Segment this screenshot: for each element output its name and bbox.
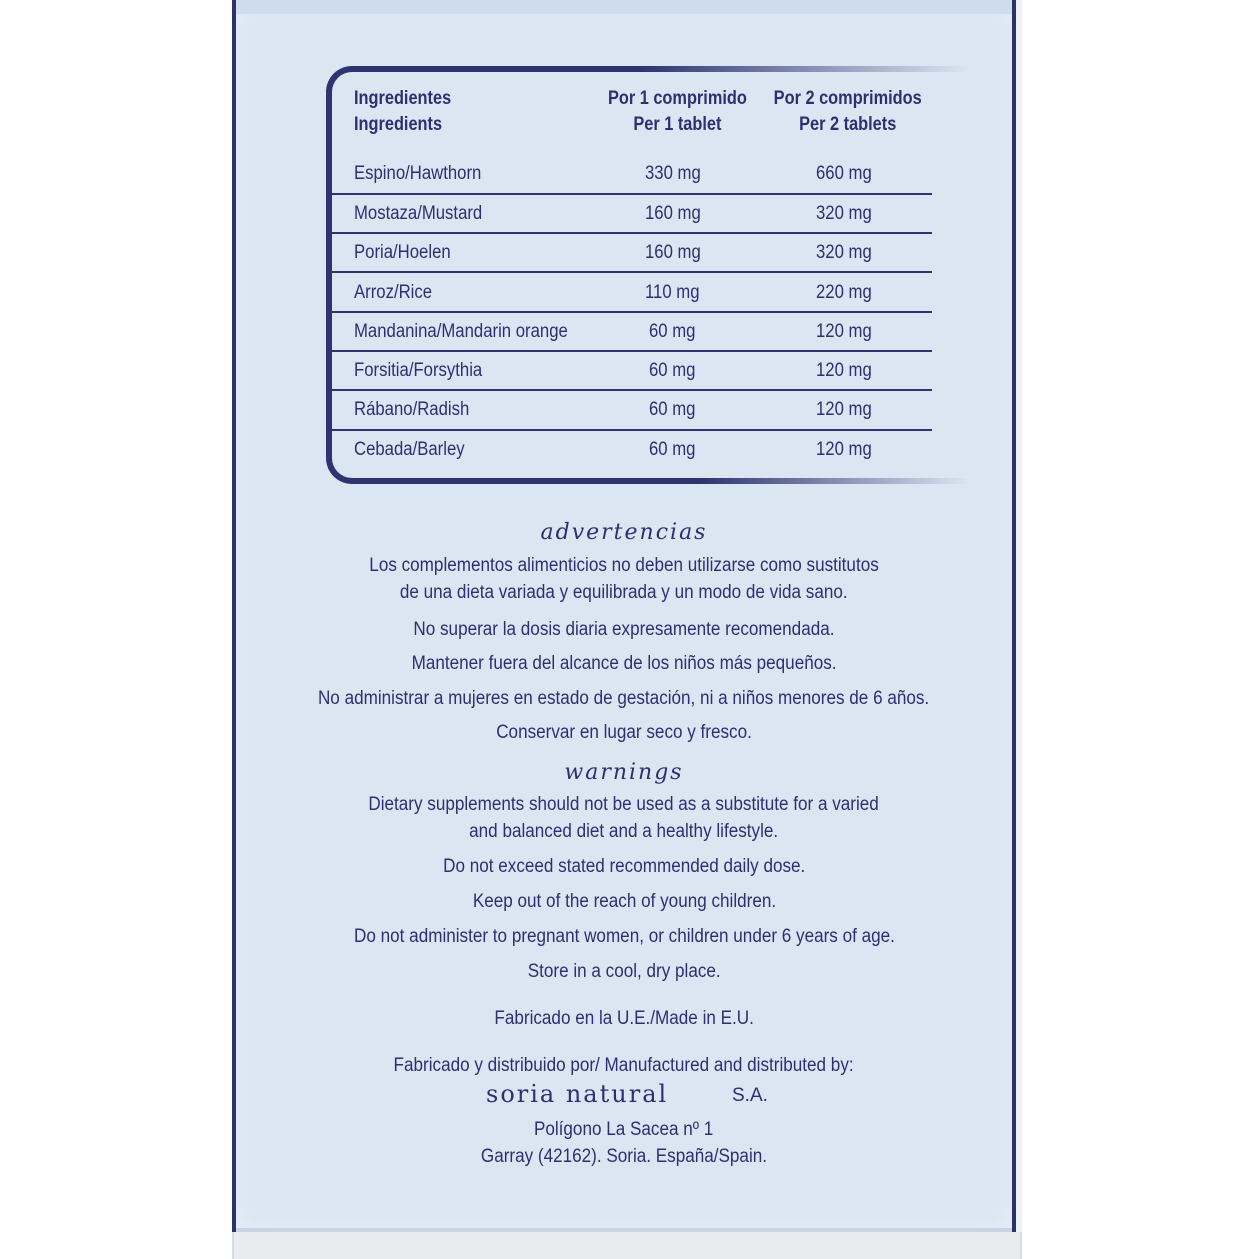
frame-top-fade [640, 66, 970, 72]
frame-bottom-fade [700, 478, 970, 484]
ingredient-name: Espino/Hawthorn [354, 163, 482, 184]
warnings-text: Keep out of the reach of young children. [472, 891, 776, 912]
amount-per-1: 330 mg [645, 163, 701, 184]
ingredient-name: Arroz/Rice [354, 282, 433, 303]
made-in [232, 1005, 1016, 1032]
warnings-line [232, 888, 1016, 915]
amount-per-2: 220 mg [816, 282, 872, 303]
advertencias-line [232, 616, 1016, 643]
ingredient-name: Mostaza/Mustard [354, 203, 483, 224]
amount-per-1: 60 mg [649, 399, 696, 420]
amount-per-1: 60 mg [649, 321, 696, 342]
amount-per-2: 120 mg [816, 360, 872, 381]
table-row [332, 431, 932, 470]
advertencias-text: No administrar a mujeres en estado de gestación, ni a niños menores de 6 años. [318, 688, 930, 709]
address-text: Polígono La Sacea nº 1 [534, 1119, 714, 1140]
warnings-title: warnings [564, 760, 684, 785]
header-ingredients-es: Ingredientes [354, 88, 452, 109]
made-in-text: Fabricado en la U.E./Made in E.U. [494, 1008, 754, 1029]
table-row [332, 155, 932, 194]
manufactured-by-text: Fabricado y distribuido por/ Manufactured and distributed by: [393, 1055, 855, 1076]
amount-per-2: 120 mg [816, 321, 872, 342]
warnings-line [232, 923, 1016, 950]
table-row [332, 234, 932, 273]
advertencias-line [232, 650, 1016, 677]
brand-logo-text: soria natural [486, 1080, 669, 1108]
row-divider [332, 271, 932, 273]
warnings-text: Do not administer to pregnant women, or children under 6 years of age. [353, 926, 895, 947]
warnings-text: Dietary supplements should not be used as a substitute for a varied [368, 794, 880, 815]
ingredient-name: Poria/Hoelen [354, 242, 451, 263]
header-col1-es: Por 1 comprimido [607, 88, 747, 109]
advertencias-text: Mantener fuera del alcance de los niños más pequeños. [411, 653, 837, 674]
address-line-1 [232, 1116, 1016, 1143]
warnings-line [232, 791, 1016, 818]
advertencias-line [232, 579, 1016, 606]
ingredient-name: Cebada/Barley [354, 439, 465, 460]
warnings-line [232, 958, 1016, 985]
brand-suffix: S.A. [732, 1085, 768, 1106]
amount-per-2: 120 mg [816, 439, 872, 460]
warnings-text: and balanced diet and a healthy lifestyle. [469, 821, 779, 842]
amount-per-1: 60 mg [649, 439, 696, 460]
warnings-line [232, 853, 1016, 880]
warnings-line [232, 818, 1016, 845]
advertencias-text: de una dieta variada y equilibrada y un modo de vida sano. [400, 582, 848, 603]
table-row [332, 195, 932, 234]
header-col2-es: Por 2 comprimidos [773, 88, 922, 109]
header-per-1-tablet [600, 86, 755, 138]
header-ingredients-en: Ingredients [354, 114, 443, 135]
panel-top-band [236, 0, 1012, 14]
advertencias-text: Los complementos alimenticios no deben utilizarse como sustitutos [369, 555, 879, 576]
advertencias-line [232, 685, 1016, 712]
ingredient-name: Rábano/Radish [354, 399, 470, 420]
warnings-text: Do not exceed stated recommended daily dose. [442, 856, 806, 877]
header-col2-en: Per 2 tablets [799, 114, 897, 135]
table-row [332, 352, 932, 391]
manufactured-by [232, 1052, 1016, 1079]
amount-per-2: 120 mg [816, 399, 872, 420]
table-row [332, 313, 932, 352]
amount-per-2: 660 mg [816, 163, 872, 184]
header-per-2-tablets [766, 86, 929, 138]
header-ingredients [354, 86, 451, 138]
advertencias-text: No superar la dosis diaria expresamente recomendada. [413, 619, 835, 640]
table-row [332, 274, 932, 313]
advertencias-title: advertencias [540, 520, 708, 545]
address-text: Garray (42162). Soria. España/Spain. [480, 1146, 768, 1167]
amount-per-2: 320 mg [816, 242, 872, 263]
ingredient-name: Mandanina/Mandarin orange [354, 321, 568, 342]
warnings-text: Store in a cool, dry place. [527, 961, 721, 982]
advertencias-line [232, 552, 1016, 579]
ingredient-name: Forsitia/Forsythia [354, 360, 483, 381]
amount-per-1: 160 mg [645, 203, 701, 224]
table-row [332, 391, 932, 430]
advertencias-line [232, 719, 1016, 746]
address-line-2 [232, 1143, 1016, 1170]
amount-per-1: 60 mg [649, 360, 696, 381]
panel-bottom-band [236, 1228, 1012, 1232]
amount-per-1: 110 mg [645, 282, 700, 303]
amount-per-2: 320 mg [816, 203, 872, 224]
header-col1-en: Per 1 tablet [633, 114, 722, 135]
advertencias-text: Conservar en lugar seco y fresco. [496, 722, 752, 743]
amount-per-1: 160 mg [645, 242, 701, 263]
box-bottom-flap [232, 1232, 1022, 1259]
